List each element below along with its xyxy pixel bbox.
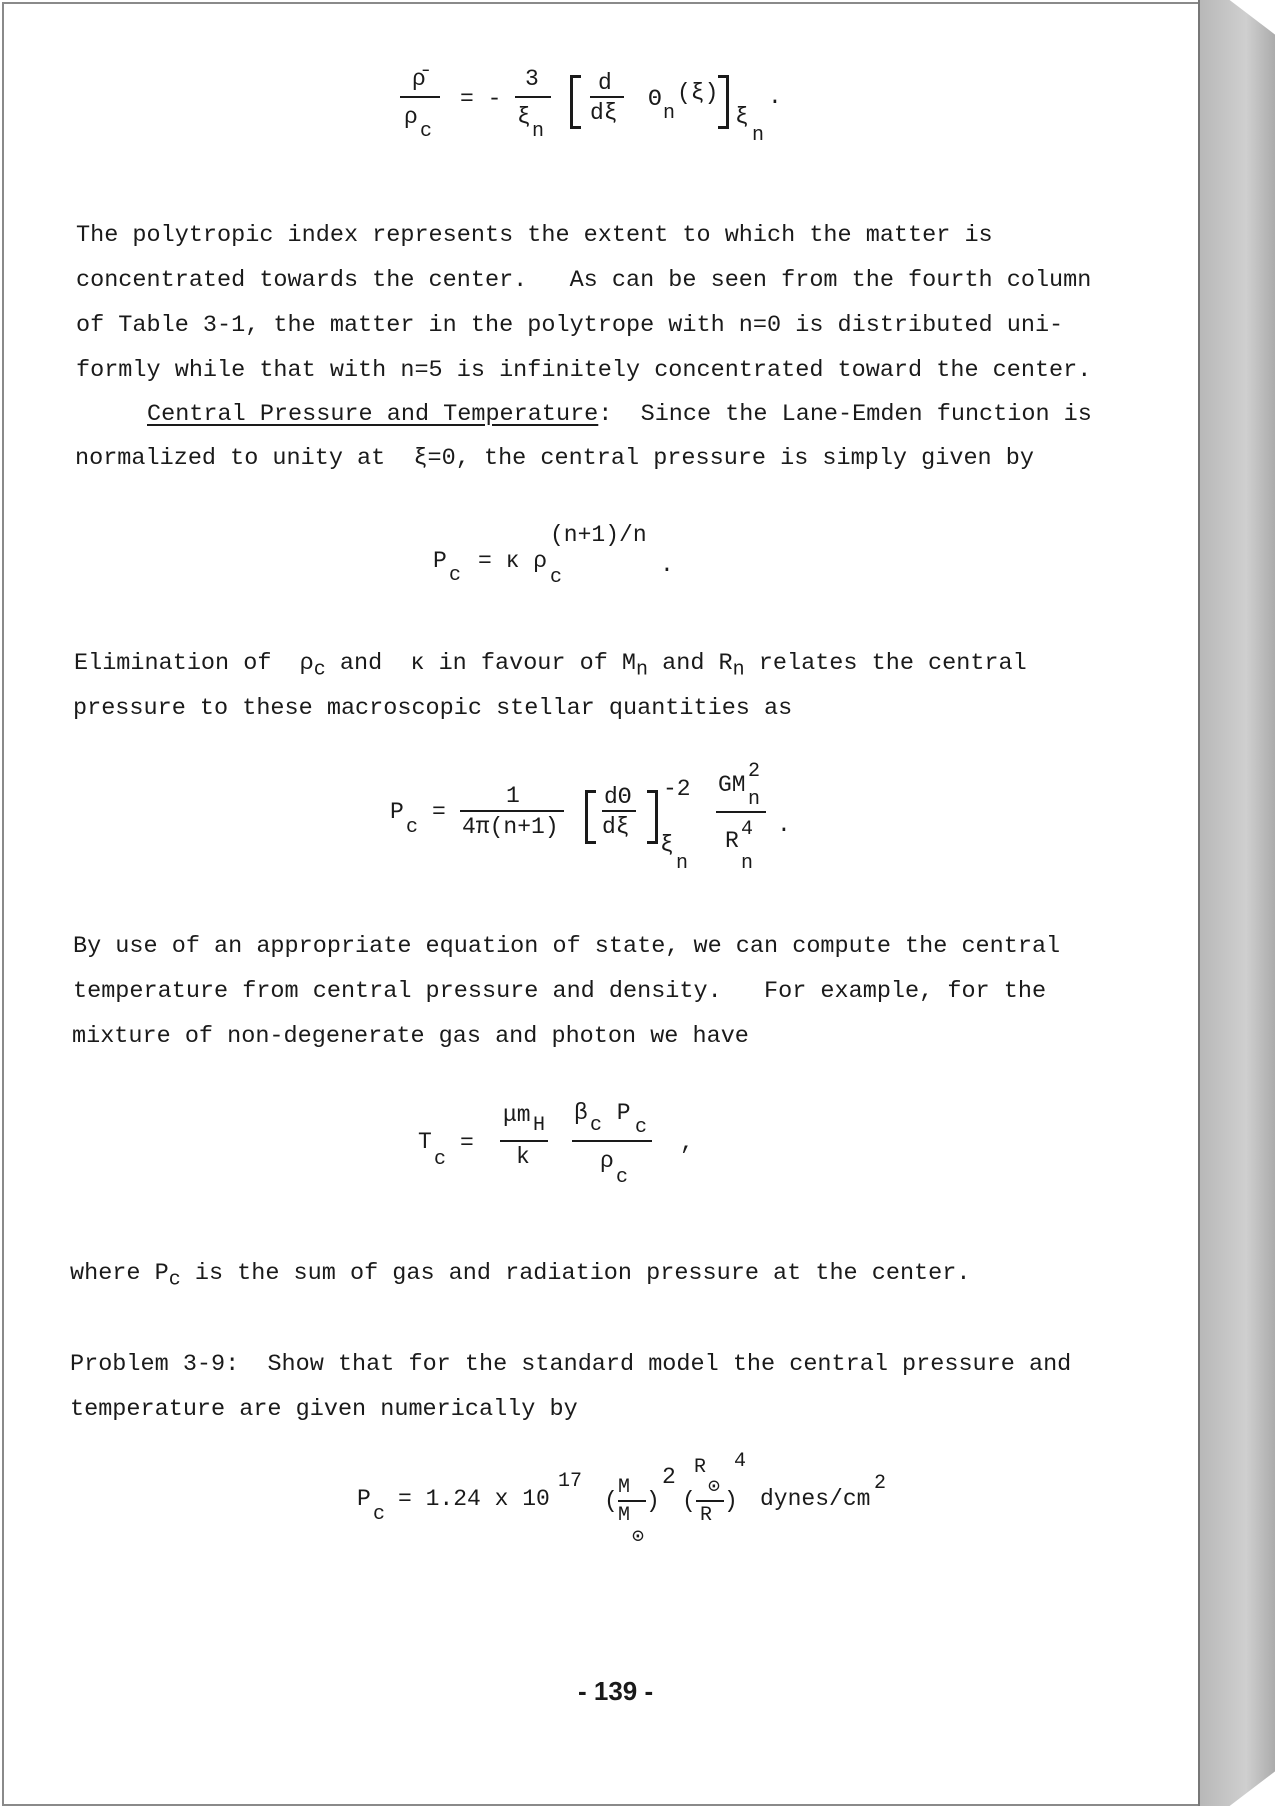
eq-text: R [694,1456,707,1479]
eq-text: (ξ) [677,80,719,106]
eq-sub: n [752,124,765,147]
eq-sup: (n+1)/n [550,522,647,548]
text-line: temperature from central pressure and density. For example, for the [73,978,1047,1005]
eq-text: ρ̄ [412,66,426,92]
eq-sub: n [741,852,754,875]
eq-text: GM [718,772,746,798]
paren: ) [724,1488,738,1514]
eq-text: P [357,1486,371,1512]
eq-text: . [660,552,674,578]
eq-sub: c [434,1148,447,1171]
eq-sup: 2 [662,1464,676,1490]
eq-sub: c [406,816,419,839]
eq-text: 3 [525,66,539,92]
eq-text: R [725,828,739,854]
problem-label: Problem 3-9: [70,1351,240,1378]
eq-sup: 4 [734,1450,747,1473]
eq-sup: 17 [558,1470,583,1493]
text: : Since the Lane-Emden function is [598,401,1092,428]
fraction-bar [400,96,440,98]
eq-text: 4π(n+1) [462,814,559,840]
eq-sub: n [748,788,761,811]
text: Show that for the standard model the central pressure and [239,1351,1072,1378]
left-bracket [585,790,596,844]
eq-text: dξ [602,814,630,840]
text-line: normalized to unity at ξ=0, the central pressure is simply given by [75,445,1034,472]
page-number: - 139 - [578,1676,654,1706]
eq-text: = κ ρ [478,548,548,574]
page-edge [1198,0,1275,1806]
eq-text: , [680,1130,694,1156]
eq-text: = 1.24 x 10 [398,1486,550,1512]
eq-text: . [768,84,782,110]
right-bracket [647,790,658,844]
sun-symbol: ⊙ [708,1476,721,1499]
eq-text: ρ [600,1148,614,1174]
paragraph-where-pc: where $P_c$ is the sum of gas and radiation pressure at the center. [70,1260,971,1292]
text-line: Elimination of $\rho_c$ and κ in favour of $M_n$ and $R_n$ relates the central [74,650,1027,682]
eq-sup: -2 [663,776,691,802]
text-line: of Table 3-1, the matter in the polytrope with n=0 is distributed uni- [76,312,1064,339]
eq-sub: n [532,120,545,143]
eq-text: 1 [506,783,520,809]
eq-text: μm [503,1102,531,1128]
paren: ( [682,1488,696,1514]
text-line: formly while that with n=5 is infinitely concentrated toward the center. [76,357,1092,384]
eq-text: ξ [517,104,531,130]
fraction-bar [460,810,564,812]
fraction-bar [590,96,624,98]
eq-text: P [390,799,404,825]
eq-text: P [603,1100,631,1126]
eq-sub: c [550,566,563,589]
fraction-bar [602,810,636,812]
eq-sub: c [420,120,433,143]
fraction-bar [500,1140,548,1142]
eq-text: M [618,1476,631,1499]
fraction-bar [618,1500,646,1502]
sun-symbol: ⊙ [632,1526,645,1549]
left-bracket [570,75,581,129]
eq-text: M [618,1504,631,1527]
text-line [70,1353,1071,1377]
text-line [147,403,1092,427]
text-line: The polytropic index represents the extent to which the matter is [76,222,993,249]
eq-text: dΘ [604,784,632,810]
right-bracket [718,75,729,129]
eq-sub: n [663,102,676,125]
text-line: mixture of non-degenerate gas and photon we have [72,1023,749,1050]
eq-text: dynes/cm [760,1486,871,1512]
eq-text: ξ [660,832,674,858]
eq-sup: 4 [741,818,754,841]
eq-text: = [432,799,446,825]
fraction-bar [716,811,766,813]
eq-text: R [700,1504,713,1527]
eq-text: k [516,1144,530,1170]
eq-text: . [777,812,791,838]
eq-text: = [460,1130,474,1156]
section-heading: Central Pressure and Temperature [147,401,599,428]
text-line: By use of an appropriate equation of state, we can compute the central [73,933,1061,960]
eq-sub: c [616,1166,629,1189]
eq-text: β [574,1100,588,1126]
eq-text: = - [460,86,502,112]
fraction-bar [515,96,551,98]
eq-sub: c [449,564,462,587]
text-line: temperature are given numerically by [70,1396,578,1423]
eq-text: T [418,1129,432,1155]
eq-text: Θ [648,86,662,112]
eq-text: ρ [404,104,418,130]
eq-sub: H [533,1114,546,1137]
text-line: pressure to these macroscopic stellar quantities as [73,695,793,722]
eq-sup: 2 [874,1472,887,1495]
eq-sub: c [590,1114,603,1137]
eq-sup: 2 [748,760,761,783]
eq-text: dξ [590,100,618,126]
eq-text: P [433,548,447,574]
fraction-bar [572,1140,652,1142]
eq-text: d [598,70,612,96]
eq-sub: n [676,852,689,875]
fraction-bar [696,1500,724,1502]
text-line: concentrated towards the center. As can be seen from the fourth column [76,267,1092,294]
paren: ) [646,1488,660,1514]
paren: ( [604,1488,618,1514]
eq-text: ξ [735,104,749,130]
eq-sub: c [373,1503,386,1526]
eq-sub: c [635,1116,648,1139]
